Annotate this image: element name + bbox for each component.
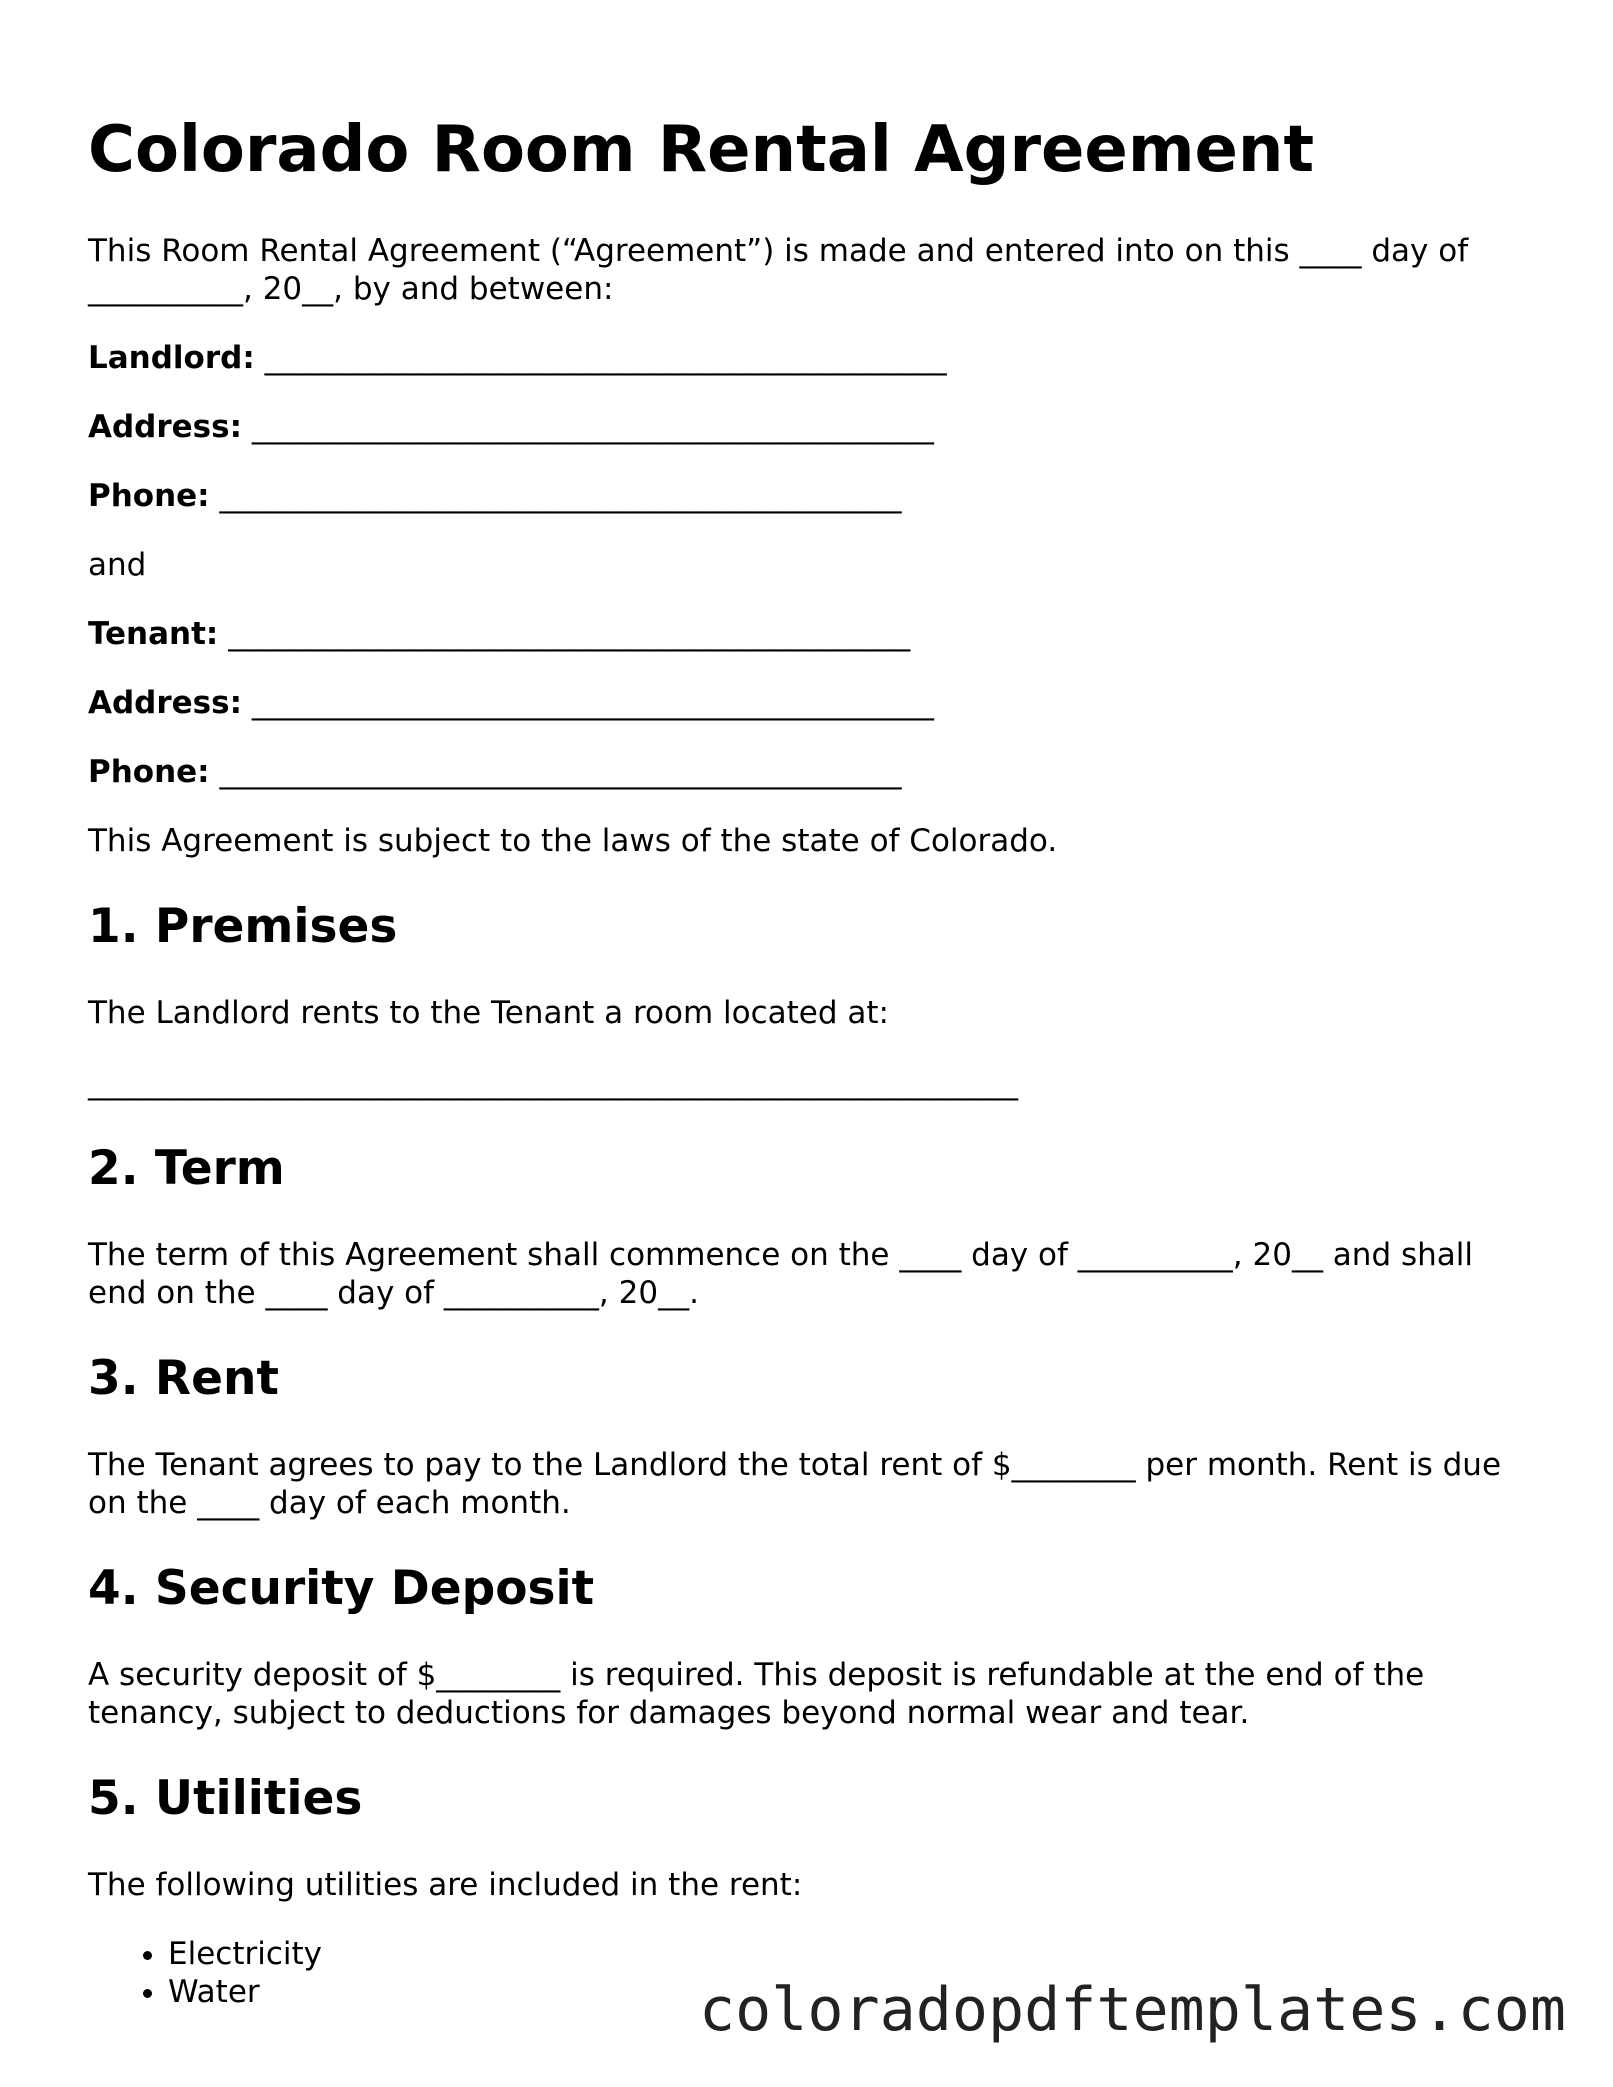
tenant-address-blank: ____________________________________________ <box>251 685 934 721</box>
tenant-phone-field <box>88 753 1538 791</box>
rent-heading: 3. Rent <box>88 1351 279 1406</box>
tenant-name-blank: ____________________________________________ <box>228 616 911 652</box>
list-item: • Water <box>168 1973 1538 2011</box>
tenant-name-field <box>88 615 1538 653</box>
landlord-name-blank: ____________________________________________ <box>264 340 947 376</box>
landlord-address-label: Address: <box>88 409 242 445</box>
document-page <box>88 110 1538 2011</box>
governing-law-paragraph: This Agreement is subject to the laws of the state of Colorado. <box>88 823 1058 859</box>
tenant-name-label: Tenant: <box>88 616 219 652</box>
landlord-phone-label: Phone: <box>88 478 210 514</box>
landlord-address-blank: ____________________________________________ <box>251 409 934 445</box>
list-item: • Electricity <box>168 1935 1538 1973</box>
tenant-address-field <box>88 684 1538 722</box>
term-heading: 2. Term <box>88 1141 285 1196</box>
security-deposit-heading: 4. Security Deposit <box>88 1561 595 1616</box>
premises-address-blank: ____________________________________________________________ <box>88 1065 1018 1101</box>
landlord-name-label: Landlord: <box>88 340 255 376</box>
rent-paragraph: The Tenant agrees to pay to the Landlord the total rent of $________ per month. Rent is due on the ____ day of each month. <box>88 1447 1502 1521</box>
security-deposit-paragraph: A security deposit of $________ is required. This deposit is refundable at the end of the tenancy, subject to deductions for damages beyond normal wear and tear. <box>88 1657 1425 1731</box>
intro-paragraph: This Room Rental Agreement (“Agreement”) is made and entered into on this ____ day of __________, 20__, by and between: <box>88 233 1469 307</box>
premises-heading: 1. Premises <box>88 899 398 954</box>
tenant-phone-label: Phone: <box>88 754 210 790</box>
landlord-phone-blank: ____________________________________________ <box>219 478 902 514</box>
site-watermark: coloradopdftemplates.com <box>699 1975 1566 2045</box>
landlord-phone-field <box>88 477 1538 515</box>
landlord-address-field <box>88 408 1538 446</box>
tenant-phone-blank: ____________________________________________ <box>219 754 902 790</box>
utilities-heading: 5. Utilities <box>88 1771 363 1826</box>
term-paragraph: The term of this Agreement shall commence on the ____ day of __________, 20__ and shall end on the ____ day of __________, 20__. <box>88 1237 1473 1311</box>
landlord-name-field <box>88 339 1538 377</box>
and-text: and <box>88 547 147 583</box>
utilities-paragraph: The following utilities are included in the rent: <box>88 1867 803 1903</box>
premises-paragraph: The Landlord rents to the Tenant a room located at: <box>88 995 889 1031</box>
tenant-address-label: Address: <box>88 685 242 721</box>
document-title: Colorado Room Rental Agreement <box>88 113 1315 187</box>
